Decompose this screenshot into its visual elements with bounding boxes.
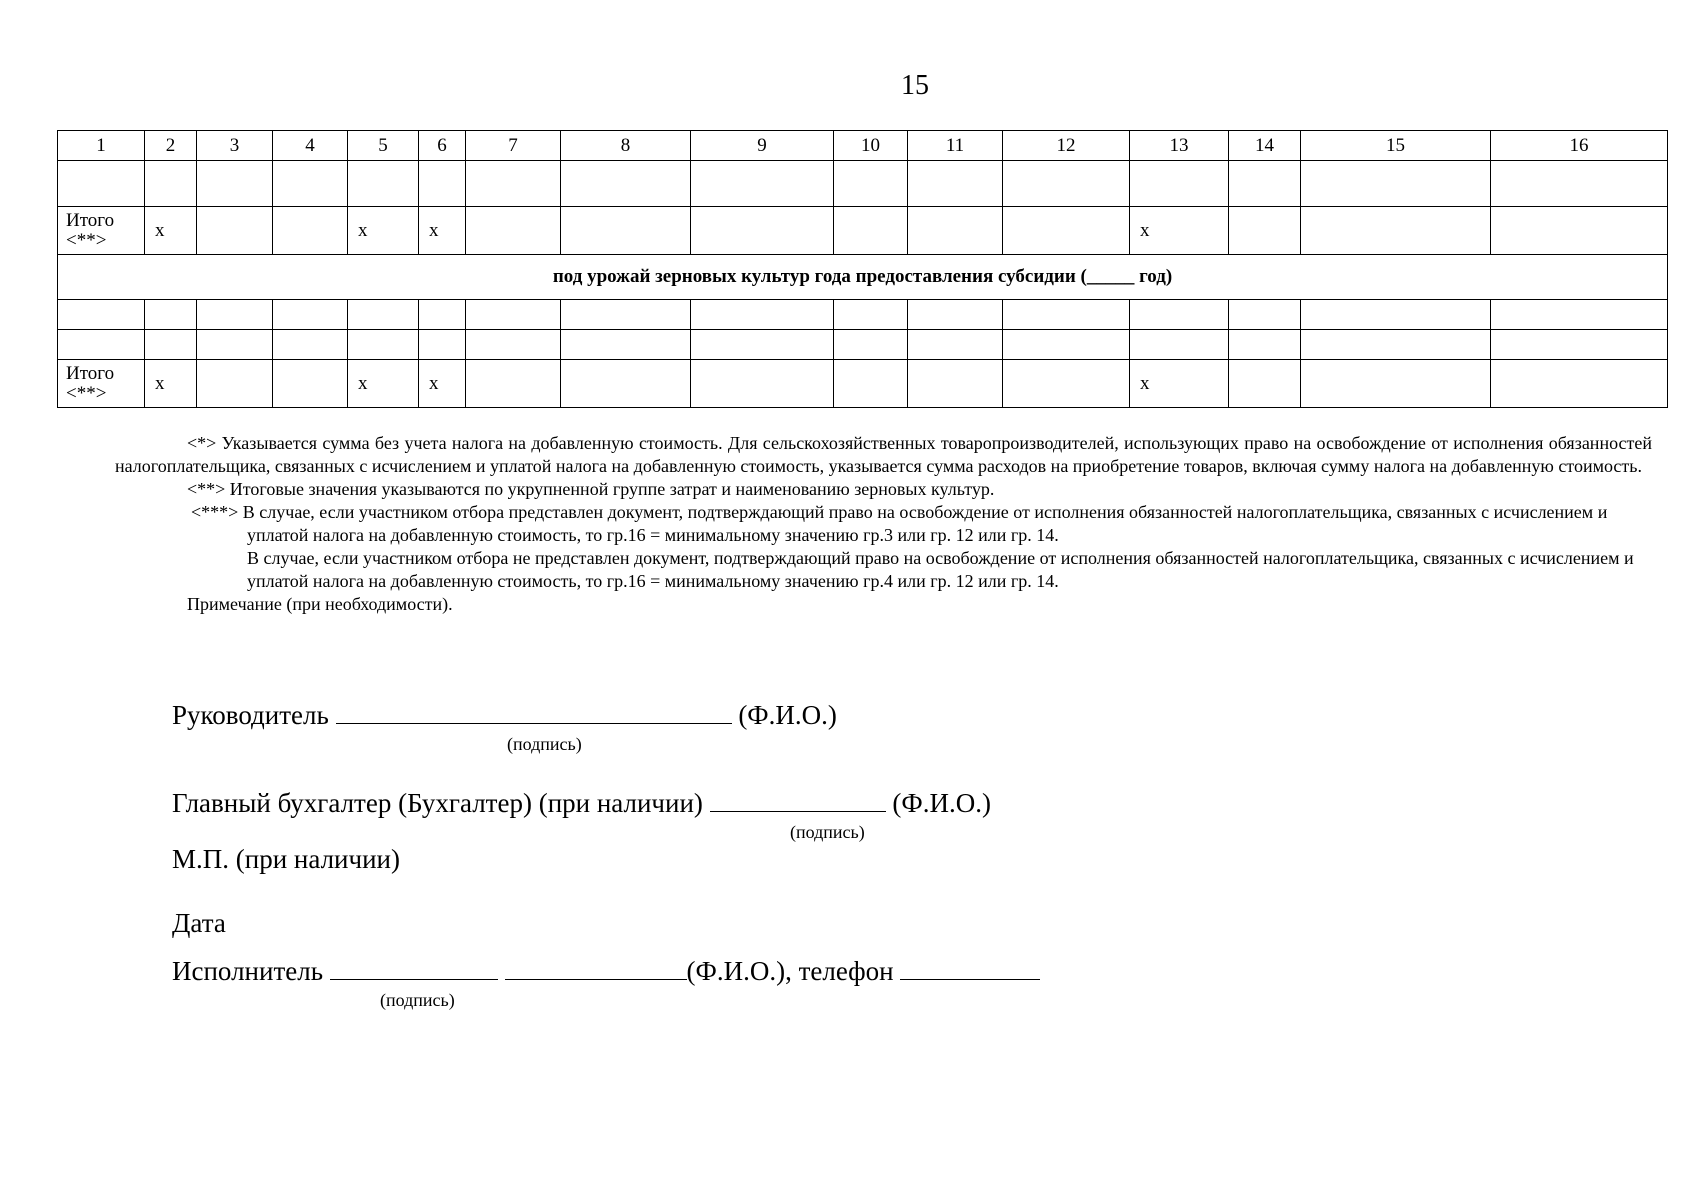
executor-name-field[interactable] [505, 957, 687, 980]
table-cell [273, 360, 348, 408]
total-label-text: Итого [66, 209, 115, 231]
table-cell [834, 207, 908, 255]
x-mark: x [348, 207, 419, 255]
table-cell [273, 207, 348, 255]
table-cell [691, 360, 834, 408]
table-cell [419, 161, 466, 207]
x-mark: x [1130, 360, 1229, 408]
accountant-signature-field[interactable] [710, 789, 886, 812]
executor-phone-field[interactable] [900, 957, 1040, 980]
table-cell [197, 330, 273, 360]
table-cell [1003, 330, 1130, 360]
table-cell [1130, 330, 1229, 360]
executor-label: Исполнитель [172, 956, 324, 986]
header-cell: 3 [197, 131, 273, 161]
table-cell [1301, 161, 1491, 207]
table-cell [908, 207, 1003, 255]
table-cell [348, 161, 419, 207]
table-cell [561, 207, 691, 255]
table-cell [466, 360, 561, 408]
table-cell [145, 161, 197, 207]
table-cell [1003, 300, 1130, 330]
accountant-signature-hint: (подпись) [790, 822, 865, 842]
table-cell [466, 300, 561, 330]
executor-signature-line [172, 956, 1040, 987]
table-cell [908, 300, 1003, 330]
table-cell [273, 330, 348, 360]
table-cell [348, 300, 419, 330]
table-cell [145, 300, 197, 330]
table-cell [1003, 161, 1130, 207]
table-cell [1003, 207, 1130, 255]
total-label [58, 360, 145, 408]
total-row [58, 360, 1668, 408]
table-cell [58, 300, 145, 330]
total-label-mark: <**> [66, 382, 107, 404]
table-cell [561, 300, 691, 330]
table-cell [197, 300, 273, 330]
x-mark: x [145, 360, 197, 408]
x-mark: x [348, 360, 419, 408]
total-row [58, 207, 1668, 255]
x-mark: x [419, 360, 466, 408]
table-cell [561, 161, 691, 207]
table-cell [1301, 300, 1491, 330]
table-cell [691, 330, 834, 360]
table-row [58, 300, 1668, 330]
table-cell [1229, 330, 1301, 360]
table-cell [466, 330, 561, 360]
header-cell: 1 [58, 131, 145, 161]
table-cell [145, 330, 197, 360]
executor-fio-phone: (Ф.И.О.), телефон [686, 956, 894, 986]
date-label: Дата [172, 908, 226, 938]
x-mark: x [419, 207, 466, 255]
page-number: 15 [901, 70, 929, 101]
header-cell: 14 [1229, 131, 1301, 161]
table-cell [691, 300, 834, 330]
header-cell: 6 [419, 131, 466, 161]
table-cell [834, 330, 908, 360]
total-label-text: Итого [66, 362, 115, 384]
executor-signature-field[interactable] [330, 957, 498, 980]
header-cell: 10 [834, 131, 908, 161]
header-cell: 9 [691, 131, 834, 161]
x-mark: x [145, 207, 197, 255]
footnote-formula-with-doc: <***> В случае, если участником отбора представлен документ, подтверждающий право на освобождение от исполнения обязанностей налогоплательщика, связанных с исчислением и уплатой налога на добавленную стоимость, то гр.16 = минимальному значению гр.3 или гр. 12 или гр. 14. [191, 502, 1608, 545]
accountant-fio: (Ф.И.О.) [892, 788, 991, 818]
header-cell: 8 [561, 131, 691, 161]
table-cell [419, 300, 466, 330]
table-cell [348, 330, 419, 360]
head-signature-hint: (подпись) [507, 734, 582, 754]
footnote-remark: Примечание (при необходимости). [187, 594, 453, 614]
header-cell: 16 [1491, 131, 1668, 161]
total-label [58, 207, 145, 255]
table-cell [1301, 360, 1491, 408]
header-cell: 2 [145, 131, 197, 161]
table-cell [834, 161, 908, 207]
head-signature-line [172, 700, 837, 731]
stamp-label: М.П. (при наличии) [172, 844, 400, 874]
table-cell [1130, 300, 1229, 330]
head-signature-field[interactable] [336, 701, 732, 724]
head-fio: (Ф.И.О.) [738, 700, 837, 730]
table-cell [1229, 207, 1301, 255]
head-label: Руководитель [172, 700, 329, 730]
table-cell [691, 161, 834, 207]
table-cell [691, 207, 834, 255]
total-label-mark: <**> [66, 229, 107, 251]
table-cell [561, 330, 691, 360]
header-cell: 7 [466, 131, 561, 161]
table-cell [908, 330, 1003, 360]
table-cell [908, 360, 1003, 408]
footnote-formula-without-doc: В случае, если участником отбора не представлен документ, подтверждающий право на освобождение от исполнения обязанностей налогоплательщика, связанных с исчислением и уплатой налога на добавленную стоимость, то гр.16 = минимальному значению гр.4 или гр. 12 или гр. 14. [247, 548, 1634, 591]
table-cell [1229, 360, 1301, 408]
header-cell: 4 [273, 131, 348, 161]
accountant-label: Главный бухгалтер (Бухгалтер) (при наличии) [172, 788, 703, 818]
section-title: под урожай зерновых культур года предоставления субсидии (_____ год) [58, 255, 1668, 300]
table-cell [1301, 207, 1491, 255]
table-cell [834, 300, 908, 330]
table-cell [197, 207, 273, 255]
header-cell: 15 [1301, 131, 1491, 161]
executor-signature-hint: (подпись) [380, 990, 455, 1010]
header-cell: 5 [348, 131, 419, 161]
table-cell [834, 360, 908, 408]
table-cell [466, 207, 561, 255]
table-cell [273, 300, 348, 330]
subsidy-table [57, 130, 1668, 408]
table-cell [1491, 161, 1668, 207]
section-row [58, 255, 1668, 300]
table-cell [273, 161, 348, 207]
table-cell [1491, 330, 1668, 360]
footnote-vat: <*> Указывается сумма без учета налога на добавленную стоимость. Для сельскохозяйственных товаропроизводителей, использующих право на освобождение от исполнения обязанностей налогоплательщика, связанных с исчислением и уплатой налога на добавленную стоимость, указывается сумма расходов на приобретение товаров, включая сумму налога на добавленную стоимость. [115, 433, 1652, 476]
table-cell [1301, 330, 1491, 360]
table-cell [197, 360, 273, 408]
footnote-totals: <**> Итоговые значения указываются по укрупненной группе затрат и наименованию зерновых культур. [187, 479, 995, 499]
x-mark: x [1130, 207, 1229, 255]
table-header-row [58, 131, 1668, 161]
table-cell [1229, 161, 1301, 207]
table-cell [58, 330, 145, 360]
table-cell [466, 161, 561, 207]
table-cell [908, 161, 1003, 207]
header-cell: 12 [1003, 131, 1130, 161]
accountant-signature-line [172, 788, 991, 819]
table-cell [561, 360, 691, 408]
table-cell [1003, 360, 1130, 408]
table-row [58, 161, 1668, 207]
footnotes [115, 432, 1652, 616]
table-cell [419, 330, 466, 360]
table-cell [58, 161, 145, 207]
table-row [58, 330, 1668, 360]
table-cell [1491, 360, 1668, 408]
table-cell [1229, 300, 1301, 330]
table-cell [197, 161, 273, 207]
header-cell: 13 [1130, 131, 1229, 161]
table-cell [1491, 207, 1668, 255]
table-cell [1491, 300, 1668, 330]
header-cell: 11 [908, 131, 1003, 161]
table-cell [1130, 161, 1229, 207]
